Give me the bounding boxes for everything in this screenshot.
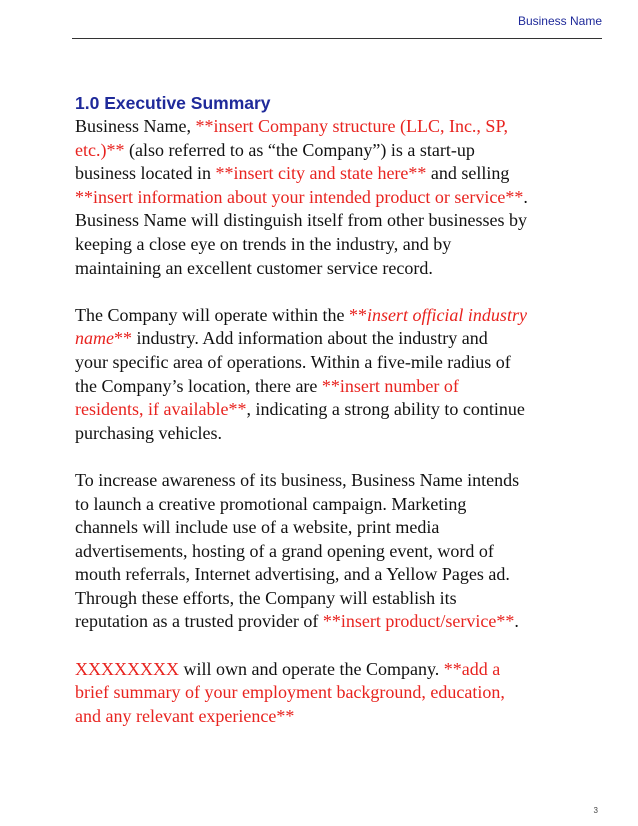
body-text: your specific area of operations. Within a five-mile radius of: [75, 351, 511, 372]
section-heading: 1.0 Executive Summary: [75, 93, 271, 113]
text-line: [75, 115, 605, 139]
body-text: channels will include use of a website, print media: [75, 517, 440, 538]
text-line: [75, 209, 605, 233]
text-line: [75, 587, 605, 611]
placeholder-text: insert official industry: [366, 304, 527, 325]
body-text: Business Name,: [75, 116, 196, 136]
placeholder-text: name: [75, 328, 114, 349]
text-line: [75, 139, 605, 163]
text-line: [75, 540, 605, 564]
text-line: [75, 351, 605, 375]
body-text: Through these efforts, the Company will establish its: [75, 587, 457, 608]
body-text: .: [523, 186, 528, 207]
header-title: Business Name: [517, 14, 602, 28]
text-line: [75, 563, 605, 587]
text-line: [75, 186, 605, 210]
body-text: , indicating a strong ability to continue: [246, 399, 525, 420]
body-text: .: [514, 611, 519, 632]
text-line: [75, 162, 605, 186]
placeholder-text: **insert city and state here**: [215, 163, 427, 184]
body-text: purchasing vehicles.: [75, 422, 222, 443]
text-line: [75, 422, 605, 446]
body-text: business located in: [75, 163, 216, 184]
paragraphs-container: [75, 115, 605, 728]
body-text: keeping a close eye on trends in the industry, and by: [75, 233, 452, 254]
placeholder-text: etc.)**: [75, 139, 125, 160]
text-line: [75, 681, 605, 705]
body-text: The Company will operate within the: [75, 304, 349, 325]
document-body: [75, 92, 605, 752]
text-line: [75, 516, 605, 540]
paragraph: [75, 469, 605, 634]
body-text: to launch a creative promotional campaign. Marketing: [75, 493, 467, 514]
body-text: reputation as a trusted provider of: [75, 611, 323, 632]
body-text: Business Name will distinguish itself from other businesses by: [75, 210, 527, 231]
text-line: [75, 327, 605, 351]
text-line: [75, 610, 605, 634]
body-text: industry. Add information about the industry and: [132, 328, 488, 349]
placeholder-text: **insert product/service**: [322, 611, 515, 632]
body-text: To increase awareness of its business, Business Name intends: [75, 469, 520, 490]
text-line: [75, 375, 605, 399]
placeholder-text: brief summary of your employment background, education,: [75, 682, 505, 703]
text-line: [75, 658, 605, 682]
placeholder-text: **insert information about your intended product or service**: [75, 186, 524, 207]
page-header: [72, 0, 602, 39]
body-text: will own and operate the Company.: [179, 658, 444, 679]
placeholder-text: **insert number of: [321, 375, 459, 396]
text-line: [75, 304, 605, 328]
paragraph: [75, 115, 605, 280]
body-text: the Company’s location, there are: [75, 375, 322, 396]
text-line: [75, 257, 605, 281]
paragraph: [75, 658, 605, 729]
text-line: [75, 233, 605, 257]
placeholder-text: **add a: [443, 658, 501, 679]
text-line: [75, 469, 605, 493]
text-line: [75, 493, 605, 517]
body-text: (also referred to as “the Company”) is a start-up: [124, 139, 475, 160]
body-text: advertisements, hosting of a grand opening event, word of: [75, 540, 494, 561]
placeholder-text: **insert Company structure (LLC, Inc., SP,: [195, 116, 508, 136]
paragraph: [75, 304, 605, 446]
placeholder-text: XXXXXXXX: [75, 658, 179, 679]
placeholder-text: residents, if available**: [75, 399, 247, 420]
body-text: mouth referrals, Internet advertising, and a Yellow Pages ad.: [75, 564, 510, 585]
body-text: and selling: [426, 163, 510, 184]
placeholder-text: **: [348, 304, 367, 325]
text-line: [75, 705, 605, 729]
text-line: [75, 398, 605, 422]
page-number: 3: [593, 806, 598, 815]
placeholder-text: and any relevant experience**: [75, 705, 295, 726]
body-text: maintaining an excellent customer service record.: [75, 257, 433, 278]
placeholder-text: **: [114, 328, 132, 349]
